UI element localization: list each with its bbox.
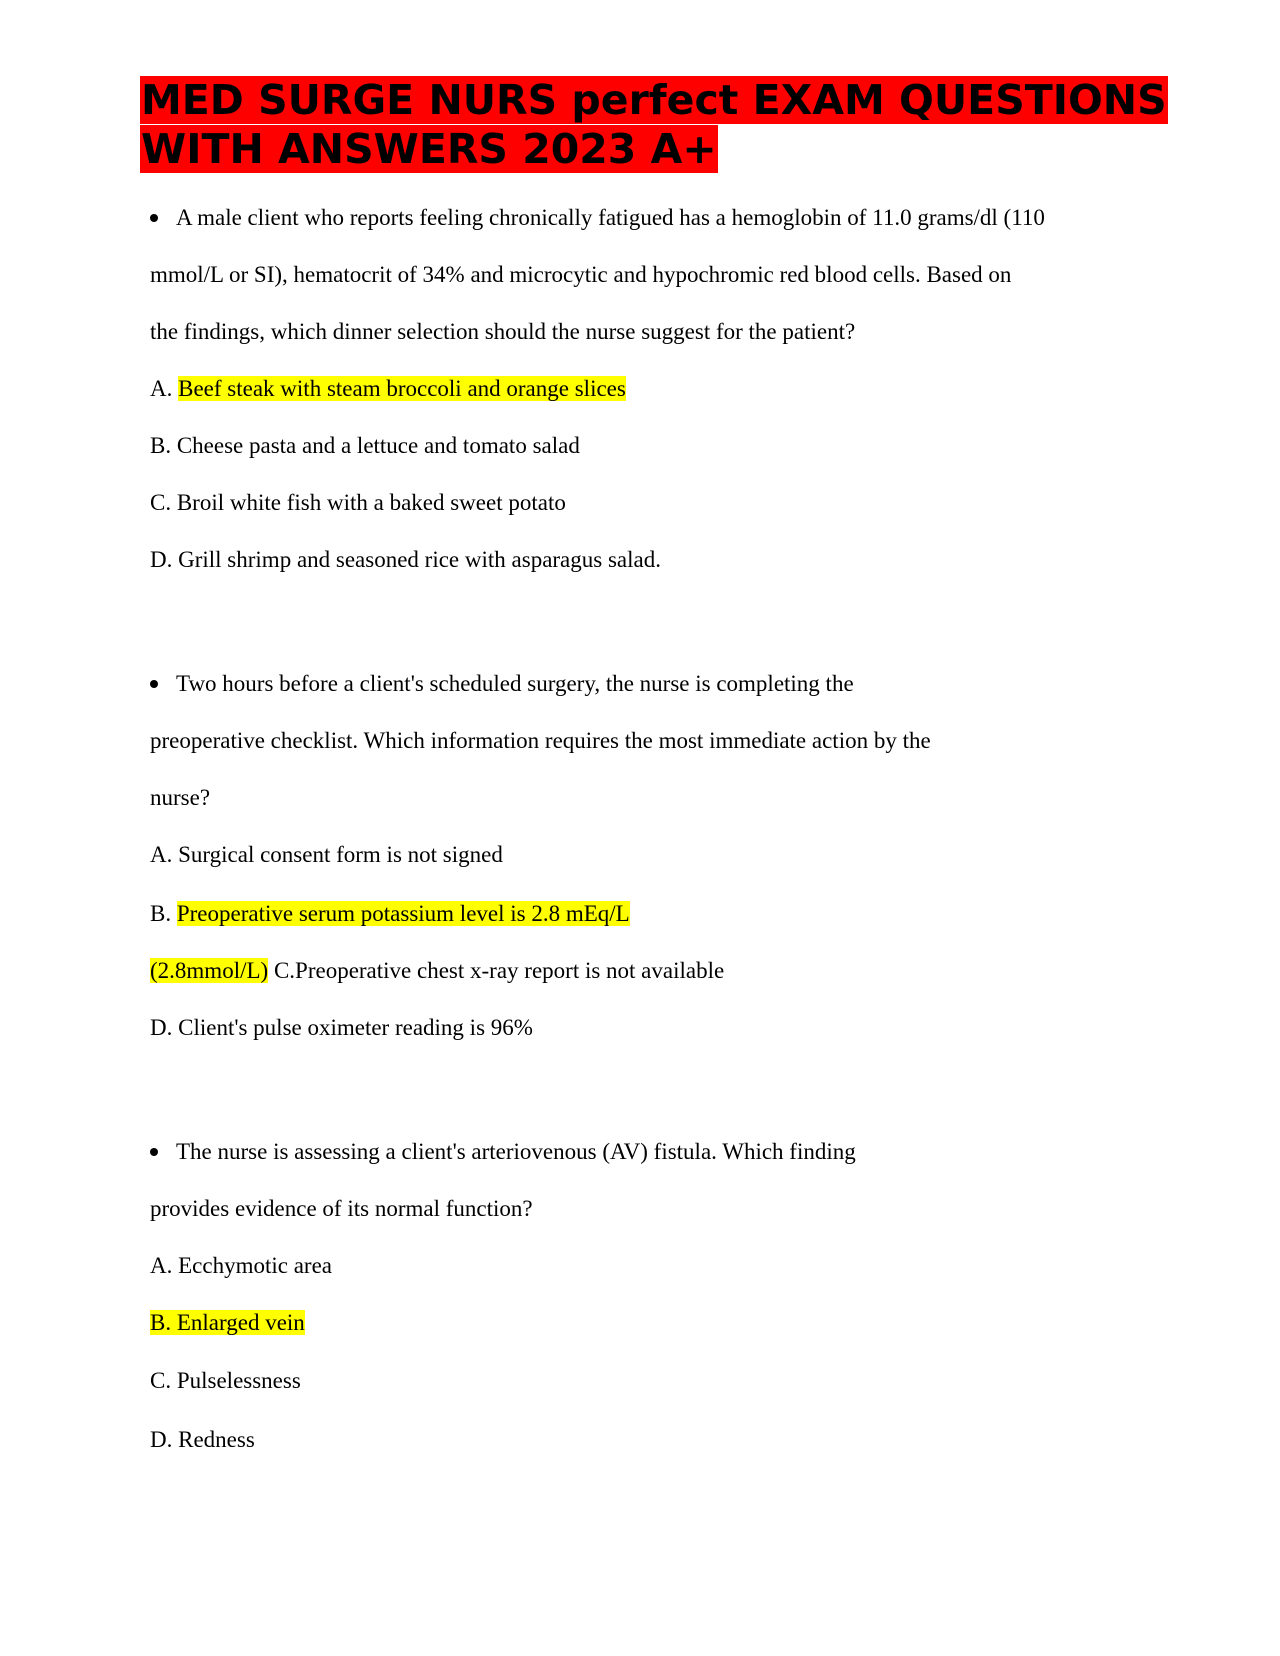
correct-answer-highlight: B. Enlarged vein — [150, 1310, 305, 1335]
option-a-prefix: A. — [150, 376, 179, 401]
question-3-option-b — [150, 1308, 305, 1338]
question-1-option-b: B. Cheese pasta and a lettuce and tomato salad — [150, 433, 580, 458]
bullet-icon — [150, 680, 158, 688]
correct-answer-highlight-continued: (2.8mmol/L) — [150, 958, 269, 983]
question-2-stem-line-1: Two hours before a client's scheduled surgery, the nurse is completing the — [176, 671, 854, 696]
correct-answer-highlight: Beef steak with steam broccoli and orange slices — [178, 376, 626, 401]
question-2-stem-line-2: preoperative checklist. Which information requires the most immediate action by the — [150, 728, 931, 753]
question-1-stem-line-1: A male client who reports feeling chronically fatigued has a hemoglobin of 11.0 grams/dl (110 — [176, 205, 1045, 230]
question-1-option-a — [150, 374, 626, 404]
bullet-icon — [150, 214, 158, 222]
question-2-option-b — [150, 899, 630, 929]
question-2-stem-line-3: nurse? — [150, 785, 211, 810]
question-1-option-d: D. Grill shrimp and seasoned rice with asparagus salad. — [150, 547, 661, 572]
option-b-prefix: B. — [150, 901, 177, 926]
question-3-stem-line-1: The nurse is assessing a client's arteriovenous (AV) fistula. Which finding — [176, 1139, 856, 1164]
bullet-icon — [150, 1148, 158, 1156]
question-2-option-a: A. Surgical consent form is not signed — [150, 842, 503, 867]
correct-answer-highlight: Preoperative serum potassium level is 2.8 mEq/L — [176, 901, 630, 926]
question-2-option-c: C.Preoperative chest x-ray report is not available — [268, 958, 725, 983]
question-3-stem-line-2: provides evidence of its normal function? — [150, 1196, 533, 1221]
question-1-stem-line-2: mmol/L or SI), hematocrit of 34% and microcytic and hypochromic red blood cells. Based on — [150, 262, 1012, 287]
question-1-stem-line-3: the findings, which dinner selection should the nurse suggest for the patient? — [150, 319, 856, 344]
question-3-option-c: C. Pulselessness — [150, 1368, 301, 1393]
document-title — [140, 76, 1210, 174]
question-2-option-b-continued — [150, 956, 724, 986]
title-line-2: WITH ANSWERS 2023 A+ — [141, 125, 717, 173]
title-line-1: MED SURGE NURS perfect EXAM QUESTIONS — [141, 76, 1167, 124]
question-1-option-c: C. Broil white fish with a baked sweet potato — [150, 490, 566, 515]
question-3-option-a: A. Ecchymotic area — [150, 1253, 332, 1278]
question-2-option-d: D. Client's pulse oximeter reading is 96% — [150, 1015, 533, 1040]
question-3-option-d: D. Redness — [150, 1427, 255, 1452]
